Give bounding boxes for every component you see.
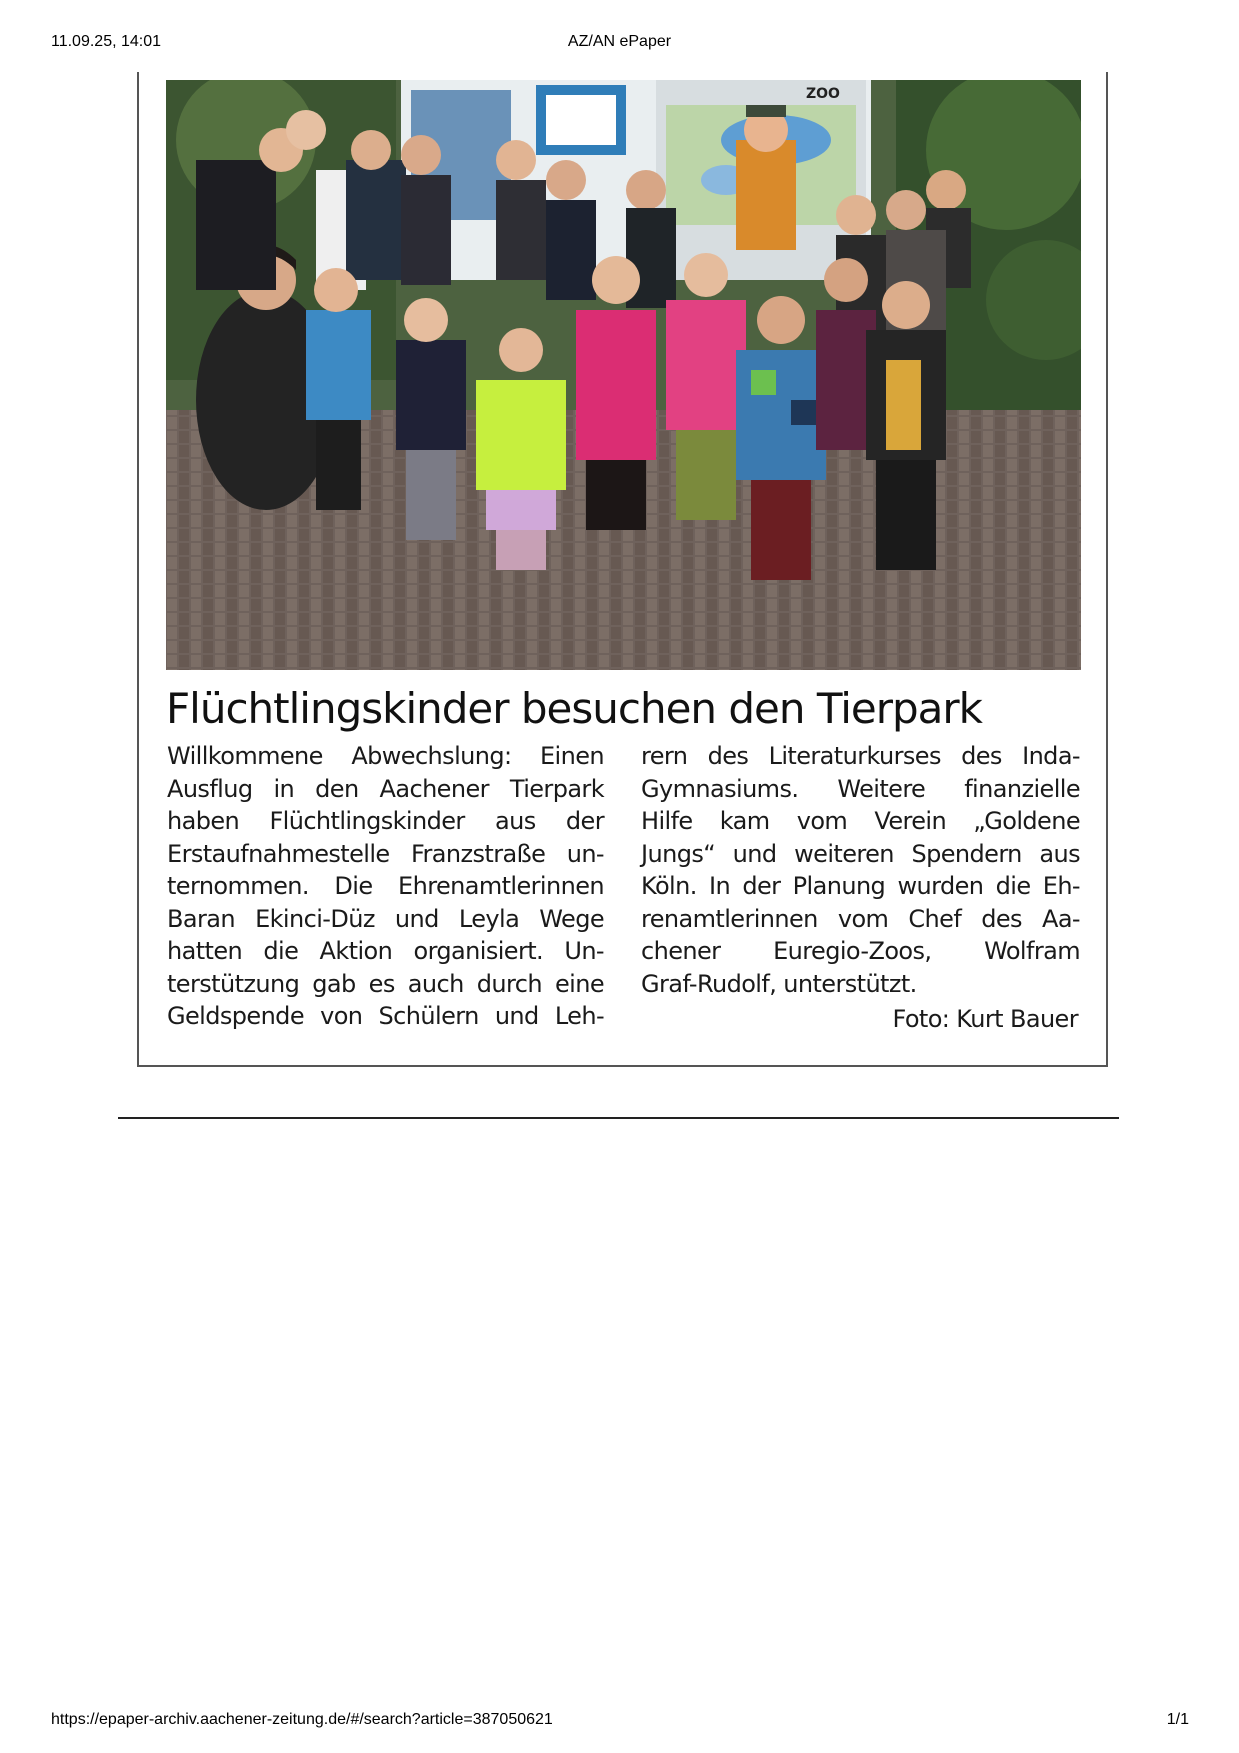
print-date-time: 11.09.25, 14:01 (51, 33, 162, 50)
body-line: renamtlerinnen vom Chef des Aa- (641, 904, 1080, 933)
page-divider (118, 1117, 1119, 1119)
article-body-column-left (167, 740, 604, 1033)
zoo-sign-text: ZOO (806, 86, 840, 102)
body-line: Gymnasiums. Weitere finanzielle (641, 774, 1080, 803)
body-line: haben Flüchtlingskinder aus der (167, 807, 604, 835)
body-line: Köln. In der Planung wurden die Eh- (641, 872, 1080, 900)
article-photo (166, 80, 1081, 670)
body-line: Jungs“ und weiteren Spendern aus (641, 839, 1080, 868)
newspaper-clipping (137, 72, 1108, 1067)
body-line: Ausflug in den Aachener Tierpark (167, 774, 604, 803)
photo-credit: Foto: Kurt Bauer (892, 1005, 1078, 1033)
body-line: Erstaufnahmestelle Franzstraße un- (167, 839, 604, 868)
body-line: Graf-Rudolf, unterstützt. (641, 969, 917, 998)
body-line: hatten die Aktion organisiert. Un- (167, 937, 604, 965)
body-line: terstützung gab es auch durch eine (167, 969, 604, 998)
body-line: chener Euregio-Zoos, Wolfram (641, 937, 1080, 965)
body-line: Baran Ekinci-Düz und Leyla Wege (167, 904, 604, 933)
body-line: Willkommene Abwechslung: Einen (167, 742, 604, 770)
print-page-title: AZ/AN ePaper (567, 33, 672, 50)
print-page-count: 1/1 (1166, 1711, 1189, 1728)
body-line: rern des Literaturkurses des Inda- (641, 742, 1080, 770)
article-headline: Flüchtlingskinder besuchen den Tierpark (166, 684, 982, 733)
article-body-column-right (641, 740, 1080, 1000)
body-line: Geldspende von Schülern und Leh- (167, 1002, 604, 1030)
print-url: https://epaper-archiv.aachener-zeitung.de/#/search?article=387050621 (51, 1711, 553, 1728)
body-line: ternommen. Die Ehrenamtlerinnen (167, 872, 604, 900)
group-photo-illustration (166, 80, 1081, 670)
body-line: Hilfe kam vom Verein „Goldene (641, 807, 1080, 835)
